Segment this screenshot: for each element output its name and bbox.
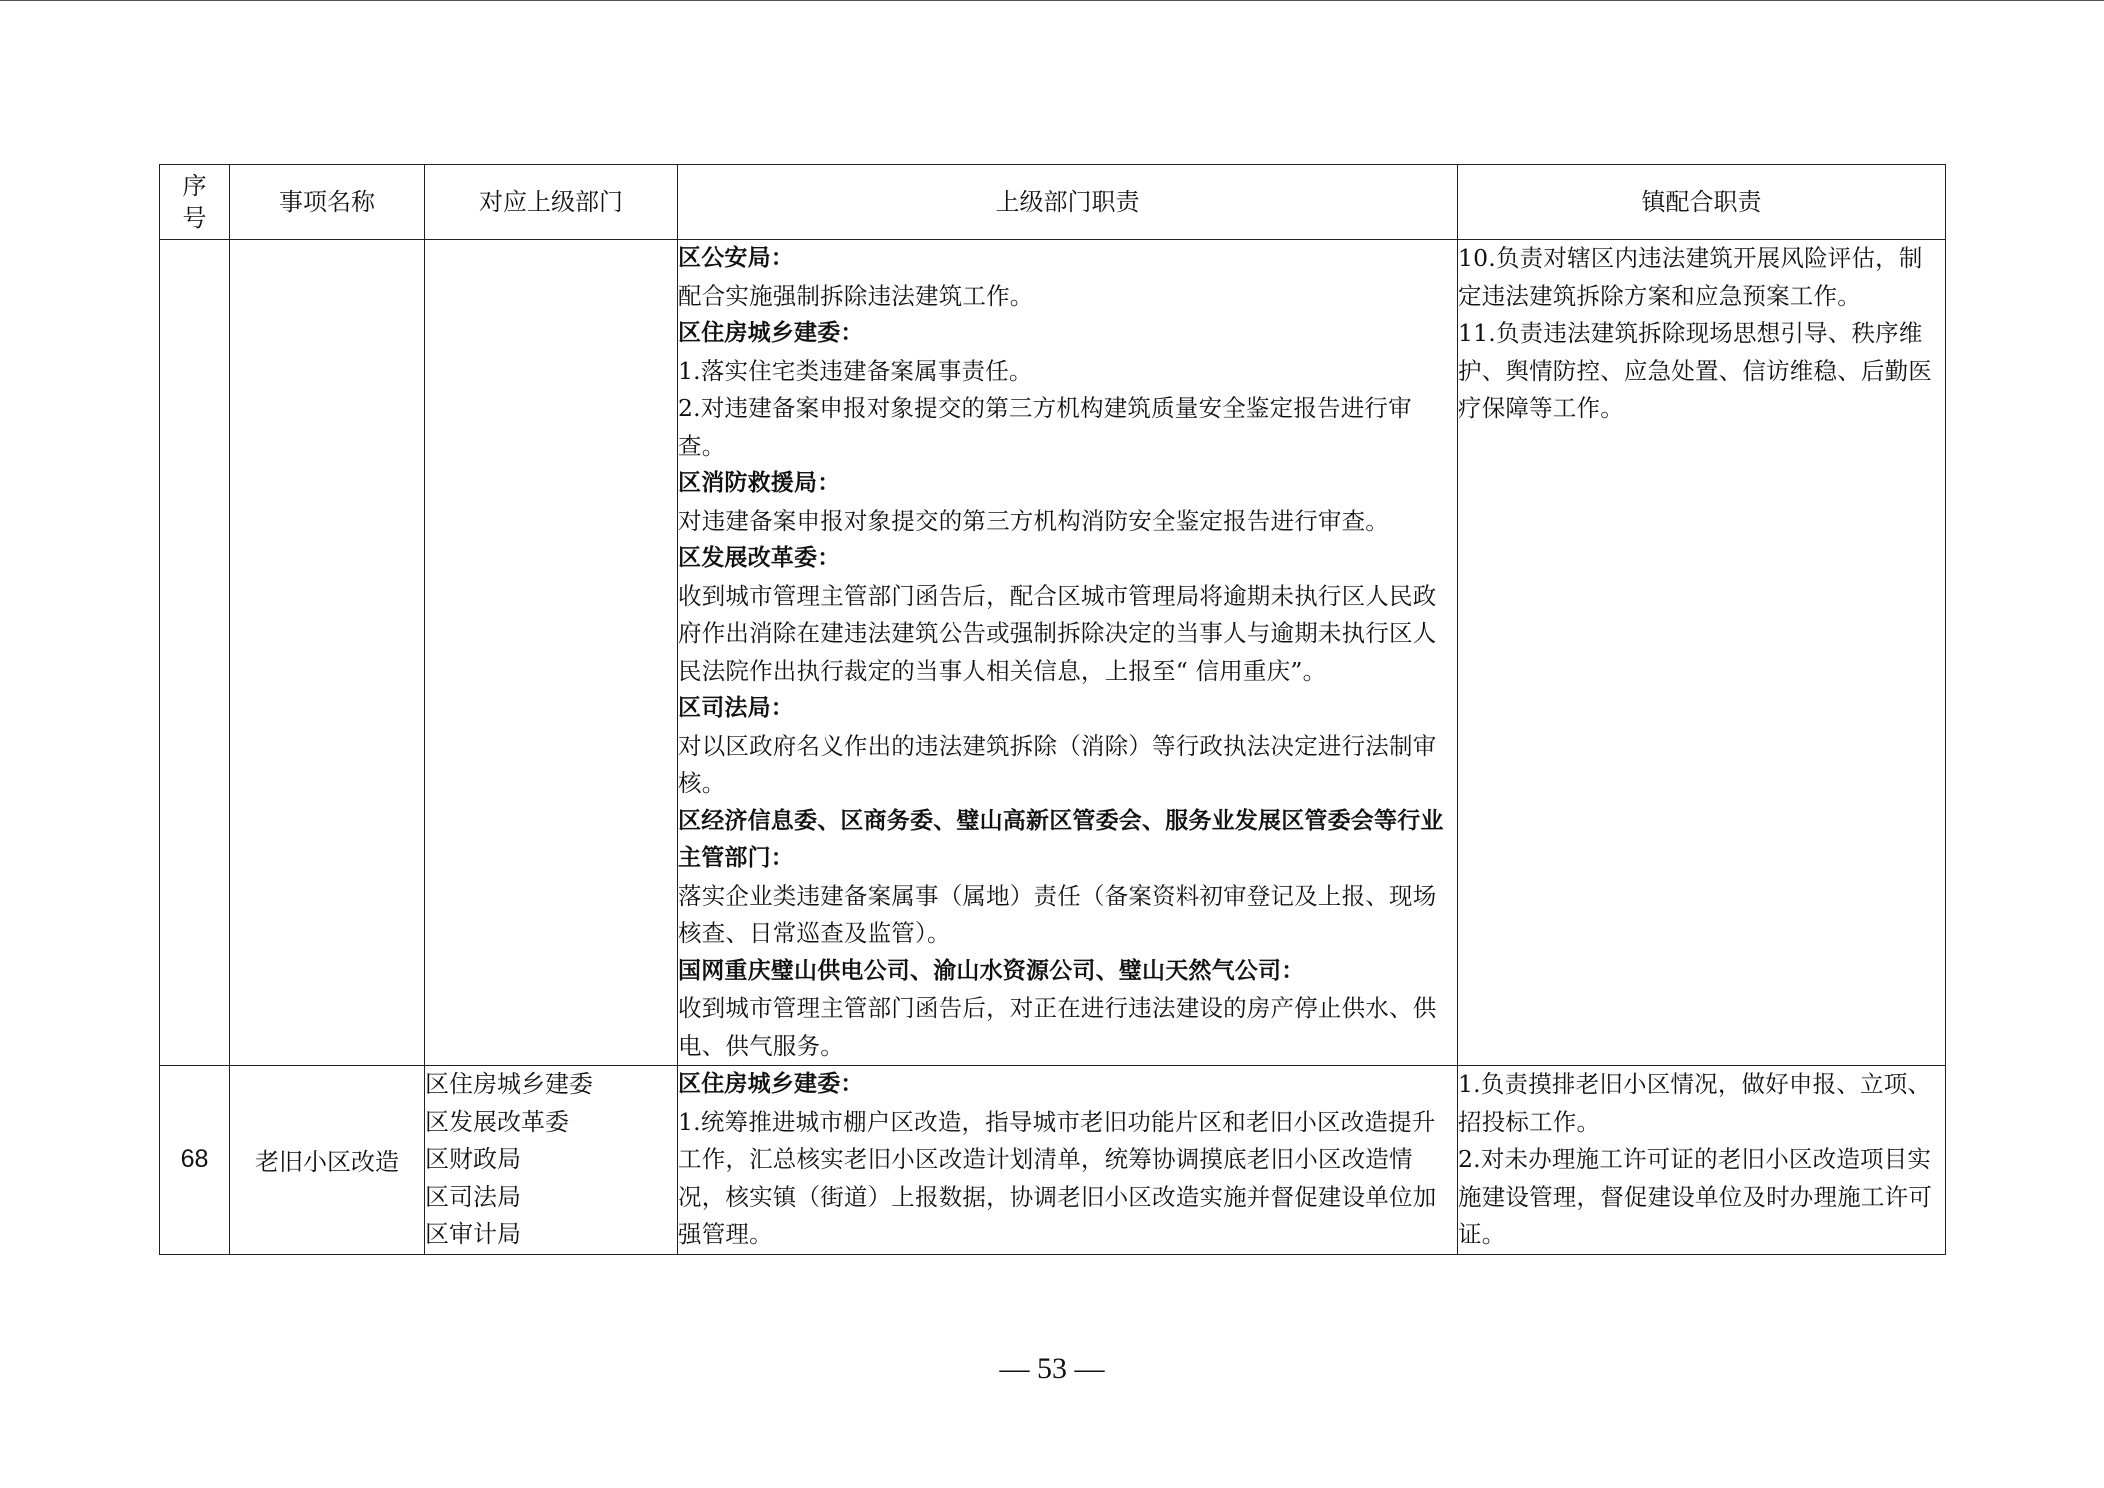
duty-text: 配合实施强制拆除违法建筑工作。 xyxy=(678,281,1034,310)
cell-dept-empty xyxy=(425,240,678,1066)
dept-heading: 区住房城乡建委： xyxy=(678,1071,864,1097)
cell-seq-empty xyxy=(160,240,230,1066)
cell-upper-duties xyxy=(678,240,1458,1066)
table-header-row xyxy=(160,165,1946,240)
table-row-68 xyxy=(160,1066,1946,1255)
upper-dept-item: 区司法局 xyxy=(425,1182,521,1211)
dept-heading: 区公安局： xyxy=(678,245,794,271)
duty-text: 1.统筹推进城市棚户区改造，指导城市老旧功能片区和老旧小区改造提升工作，汇总核实老旧小区改造计划清单，统筹协调摸底老旧小区改造情况，核实镇（街道）上报数据，协调老旧小区改造实施并督促建设单位加强管理。 xyxy=(678,1107,1437,1248)
duty-text: 收到城市管理主管部门函告后，对正在进行违法建设的房产停止供水、供电、供气服务。 xyxy=(678,994,1437,1060)
seq-number: 68 xyxy=(180,1145,209,1174)
dept-heading: 区消防救援局： xyxy=(678,470,841,496)
duty-text: 2.对违建备案申报对象提交的第三方机构建筑质量安全鉴定报告进行审查。 xyxy=(678,394,1412,460)
cell-item-name: 老旧小区改造 xyxy=(230,1066,425,1255)
dept-heading: 区司法局： xyxy=(678,695,794,721)
duty-text: 对以区政府名义作出的违法建筑拆除（消除）等行政执法决定进行法制审核。 xyxy=(678,731,1437,797)
upper-dept-item: 区审计局 xyxy=(425,1220,521,1248)
header-upper-dept: 对应上级部门 xyxy=(425,165,678,240)
cell-town-duties xyxy=(1458,1066,1946,1255)
cell-upper-duties xyxy=(678,1066,1458,1255)
header-seq-line2: 号 xyxy=(182,204,207,232)
duty-text: 对违建备案申报对象提交的第三方机构消防安全鉴定报告进行审查。 xyxy=(678,506,1389,535)
dept-heading: 区经济信息委、区商务委、璧山高新区管委会、服务业发展区管委会等行业主管部门： xyxy=(678,807,1444,871)
upper-dept-item: 区住房城乡建委 xyxy=(425,1070,593,1098)
duty-text: 1.落实住宅类违建备案属事责任。 xyxy=(678,356,1033,385)
town-duty-text: 2.对未办理施工许可证的老旧小区改造项目实施建设管理，督促建设单位及时办理施工许可证。 xyxy=(1458,1145,1932,1248)
upper-dept-item: 区财政局 xyxy=(425,1145,521,1173)
cell-town-duties xyxy=(1458,240,1946,1066)
cell-item-empty xyxy=(230,240,425,1066)
header-upper-duties: 上级部门职责 xyxy=(678,165,1458,240)
upper-dept-item: 区发展改革委 xyxy=(425,1107,569,1136)
town-duty-text: 10.负责对辖区内违法建筑开展风险评估，制定违法建筑拆除方案和应急预案工作。 xyxy=(1458,244,1923,310)
duty-text: 落实企业类违建备案属事（属地）责任（备案资料初审登记及上报、现场核查、日常巡查及监管）。 xyxy=(678,881,1437,947)
duty-table xyxy=(159,164,1946,1255)
dept-heading: 区住房城乡建委： xyxy=(678,320,864,346)
town-duty-text: 1.负责摸排老旧小区情况，做好申报、立项、招投标工作。 xyxy=(1458,1070,1932,1136)
town-duty-text: 11.负责违法建筑拆除现场思想引导、秩序维护、舆情防控、应急处置、信访维稳、后勤医疗保障等工作。 xyxy=(1458,319,1932,422)
header-seq-line1: 序 xyxy=(182,172,207,200)
cell-upper-depts xyxy=(425,1066,678,1255)
header-item-name: 事项名称 xyxy=(230,165,425,240)
dept-heading: 区发展改革委： xyxy=(678,545,841,571)
header-seq xyxy=(160,165,230,240)
cell-seq xyxy=(160,1066,230,1255)
top-rule xyxy=(0,0,2104,1)
table-row-continued xyxy=(160,240,1946,1066)
dept-heading: 国网重庆璧山供电公司、渝山水资源公司、璧山天然气公司： xyxy=(678,957,1305,984)
page-number: — 53 — xyxy=(999,1352,1105,1385)
duty-text: 收到城市管理主管部门函告后，配合区城市管理局将逾期未执行区人民政府作出消除在建违法建筑公告或强制拆除决定的当事人与逾期未执行区人民法院作出执行裁定的当事人相关信息，上报至“ 信用重庆”。 xyxy=(678,581,1437,685)
header-town-duties: 镇配合职责 xyxy=(1458,165,1946,240)
